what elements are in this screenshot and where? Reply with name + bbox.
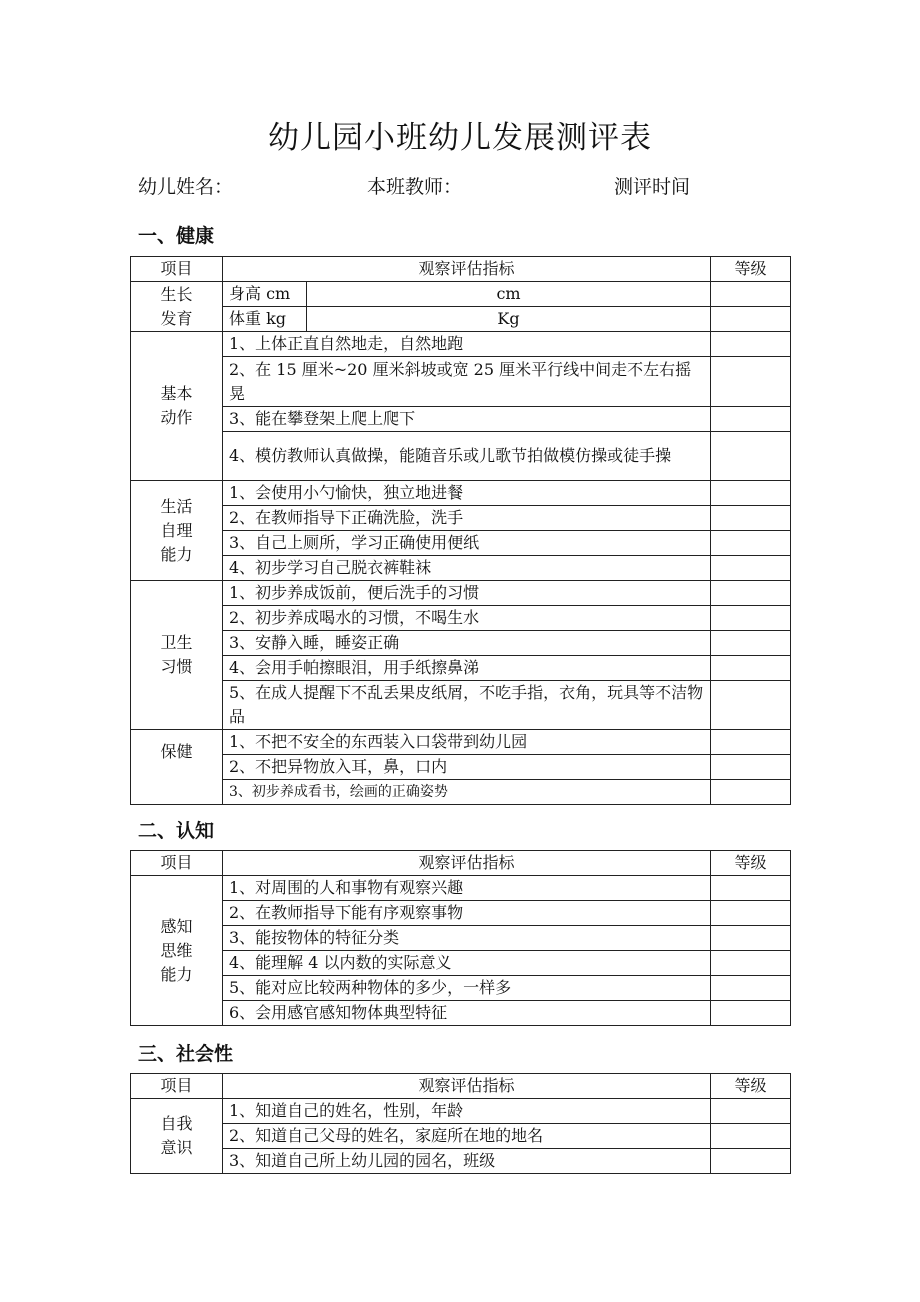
grade-cell[interactable] (711, 656, 791, 681)
indicator-cell: 5、在成人提醒下不乱丢果皮纸屑，不吃手指，衣角，玩具等不洁物品 (223, 681, 711, 730)
table-row (131, 951, 791, 976)
indicator-cell: 3、安静入睡，睡姿正确 (223, 631, 711, 656)
grade-cell[interactable] (711, 1099, 791, 1124)
header-indicator: 观察评估指标 (223, 851, 711, 876)
child-name-label: 幼儿姓名： (138, 176, 234, 198)
indicator-cell: 3、自己上厕所，学习正确使用便纸 (223, 531, 711, 556)
indicator-cell: 3、能按物体的特征分类 (223, 926, 711, 951)
table-row (131, 755, 791, 780)
table-row (131, 1001, 791, 1026)
grade-cell[interactable] (711, 531, 791, 556)
table-row (131, 282, 791, 307)
table-row (131, 407, 791, 432)
grade-cell[interactable] (711, 755, 791, 780)
grade-cell[interactable] (711, 481, 791, 506)
indicator-cell: 3、初步养成看书，绘画的正确姿势 (223, 780, 711, 805)
table-row (131, 357, 791, 407)
indicator-cell: 4、初步学习自己脱衣裤鞋袜 (223, 556, 711, 581)
table-header-row (131, 257, 791, 282)
category-self-care: 生活 自理 能力 (131, 481, 223, 581)
section-cognition-heading: 二、认知 (138, 820, 215, 842)
indicator-cell: 1、对周围的人和事物有观察兴趣 (223, 876, 711, 901)
indicator-cell: 4、会用手帕擦眼泪，用手纸擦鼻涕 (223, 656, 711, 681)
category-perception: 感知 思维 能力 (131, 876, 223, 1026)
category-safety: 保健 (131, 730, 223, 805)
table-row (131, 332, 791, 357)
table-row (131, 876, 791, 901)
grade-cell[interactable] (711, 506, 791, 531)
table-row (131, 656, 791, 681)
table-row (131, 780, 791, 805)
table-row (131, 1149, 791, 1174)
indicator-cell: 2、不把异物放入耳，鼻，口内 (223, 755, 711, 780)
indicator-cell: 3、能在攀登架上爬上爬下 (223, 407, 711, 432)
indicator-cell: 6、会用感官感知物体典型特征 (223, 1001, 711, 1026)
table-row (131, 432, 791, 481)
grade-cell[interactable] (711, 556, 791, 581)
table-row (131, 926, 791, 951)
health-table (130, 256, 791, 805)
table-row (131, 1124, 791, 1149)
grade-cell[interactable] (711, 631, 791, 656)
header-grade: 等级 (711, 851, 791, 876)
indicator-cell: 4、模仿教师认真做操，能随音乐或儿歌节拍做模仿操或徒手操 (223, 432, 711, 481)
table-header-row (131, 851, 791, 876)
table-row (131, 307, 791, 332)
grade-cell[interactable] (711, 407, 791, 432)
teacher-label: 本班教师： (367, 176, 463, 198)
table-row (131, 631, 791, 656)
header-grade: 等级 (711, 257, 791, 282)
social-table (130, 1073, 791, 1174)
height-label: 身高 cm (223, 282, 307, 307)
category-hygiene: 卫生 习惯 (131, 581, 223, 730)
grade-cell[interactable] (711, 1149, 791, 1174)
table-row (131, 1099, 791, 1124)
table-header-row (131, 1074, 791, 1099)
category-basic-motor: 基本 动作 (131, 332, 223, 481)
indicator-cell: 1、上体正直自然地走，自然地跑 (223, 332, 711, 357)
height-value-field[interactable]: cm (307, 282, 711, 307)
table-row (131, 681, 791, 730)
header-grade: 等级 (711, 1074, 791, 1099)
grade-cell[interactable] (711, 581, 791, 606)
grade-cell[interactable] (711, 976, 791, 1001)
grade-cell[interactable] (711, 780, 791, 805)
eval-time-label: 测评时间 (614, 176, 691, 198)
indicator-cell: 1、会使用小勺愉快，独立地进餐 (223, 481, 711, 506)
grade-cell[interactable] (711, 357, 791, 407)
indicator-cell: 2、知道自己父母的姓名，家庭所在地的地名 (223, 1124, 711, 1149)
indicator-cell: 2、在教师指导下能有序观察事物 (223, 901, 711, 926)
grade-cell[interactable] (711, 432, 791, 481)
grade-cell[interactable] (711, 1001, 791, 1026)
header-item: 项目 (131, 1074, 223, 1099)
weight-value-field[interactable]: Kg (307, 307, 711, 332)
table-row (131, 506, 791, 531)
table-row (131, 481, 791, 506)
grade-cell[interactable] (711, 307, 791, 332)
grade-cell[interactable] (711, 901, 791, 926)
section-health-heading: 一、健康 (138, 225, 215, 247)
cognition-table (130, 850, 791, 1026)
section-social-heading: 三、社会性 (138, 1043, 234, 1065)
grade-cell[interactable] (711, 876, 791, 901)
grade-cell[interactable] (711, 1124, 791, 1149)
indicator-cell: 1、不把不安全的东西装入口袋带到幼儿园 (223, 730, 711, 755)
indicator-cell: 2、初步养成喝水的习惯，不喝生水 (223, 606, 711, 631)
indicator-cell: 1、知道自己的姓名，性别，年龄 (223, 1099, 711, 1124)
table-row (131, 531, 791, 556)
indicator-cell: 1、初步养成饭前，便后洗手的习惯 (223, 581, 711, 606)
grade-cell[interactable] (711, 332, 791, 357)
weight-label: 体重 kg (223, 307, 307, 332)
indicator-cell: 4、能理解 4 以内数的实际意义 (223, 951, 711, 976)
header-item: 项目 (131, 851, 223, 876)
grade-cell[interactable] (711, 926, 791, 951)
indicator-cell: 2、在教师指导下正确洗脸，洗手 (223, 506, 711, 531)
grade-cell[interactable] (711, 282, 791, 307)
category-self-awareness: 自我 意识 (131, 1099, 223, 1174)
table-row (131, 556, 791, 581)
grade-cell[interactable] (711, 951, 791, 976)
table-row (131, 730, 791, 755)
grade-cell[interactable] (711, 606, 791, 631)
table-row (131, 976, 791, 1001)
table-row (131, 581, 791, 606)
header-item: 项目 (131, 257, 223, 282)
indicator-cell: 2、在 15 厘米~20 厘米斜坡或宽 25 厘米平行线中间走不左右摇晃 (223, 357, 711, 407)
category-growth: 生长 发育 (131, 282, 223, 332)
header-indicator: 观察评估指标 (223, 1074, 711, 1099)
indicator-cell: 5、能对应比较两种物体的多少，一样多 (223, 976, 711, 1001)
table-row (131, 901, 791, 926)
header-indicator: 观察评估指标 (223, 257, 711, 282)
grade-cell[interactable] (711, 730, 791, 755)
page-title: 幼儿园小班幼儿发展测评表 (268, 120, 652, 156)
indicator-cell: 3、知道自己所上幼儿园的园名，班级 (223, 1149, 711, 1174)
grade-cell[interactable] (711, 681, 791, 730)
table-row (131, 606, 791, 631)
